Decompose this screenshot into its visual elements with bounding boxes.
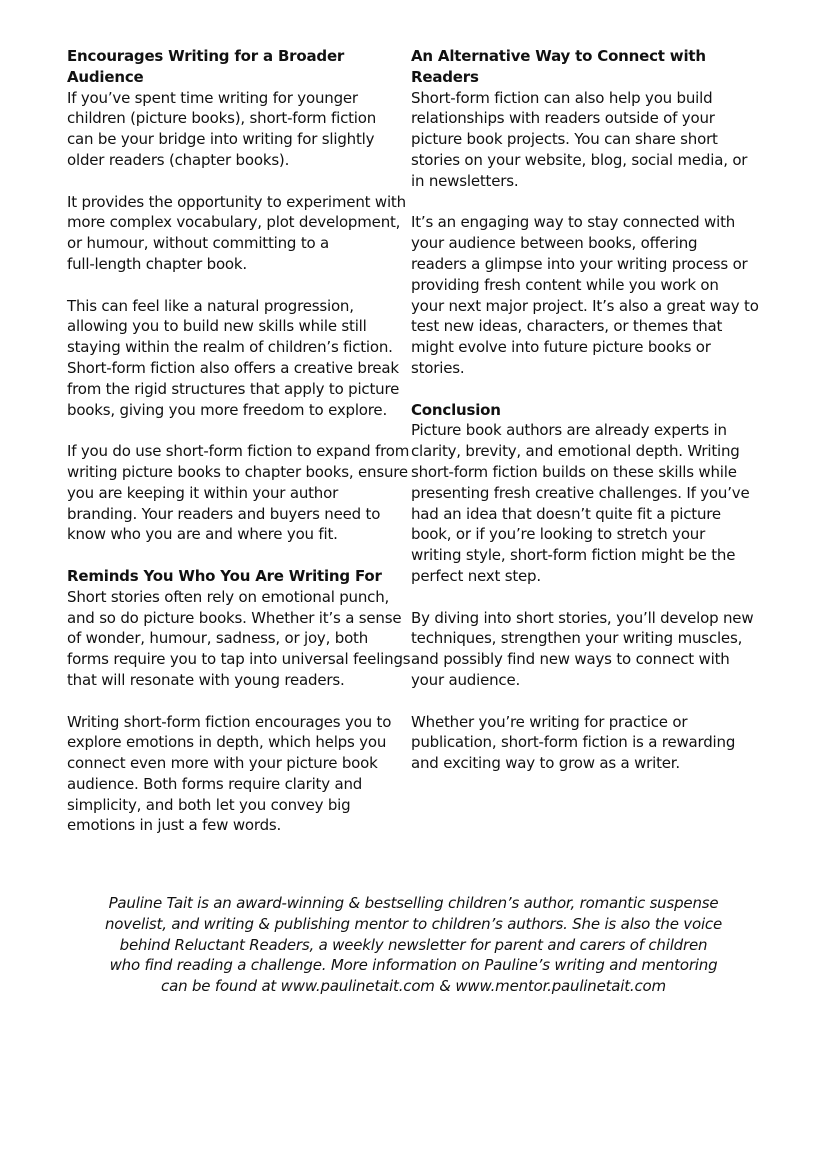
text-line: emotions in just a few words. xyxy=(67,816,282,835)
author-bio xyxy=(60,893,767,997)
text-line: Short-form fiction also offers a creative break xyxy=(67,358,399,377)
text-line: short-form fiction builds on these skills while xyxy=(411,462,737,481)
body-paragraph xyxy=(411,420,750,586)
bio-line: who find reading a challenge. More information on Pauline’s writing and mentoring xyxy=(109,956,718,975)
body-paragraph xyxy=(67,296,400,421)
text-line: book, or if you’re looking to stretch your xyxy=(411,525,706,544)
text-line: full-length chapter book. xyxy=(67,254,247,273)
body-paragraph xyxy=(67,587,411,691)
text-line: It’s an engaging way to stay connected with xyxy=(411,213,736,232)
section-heading: An Alternative Way to Connect with Readers xyxy=(411,47,706,86)
text-line: in newsletters. xyxy=(411,171,519,190)
text-line: your audience. xyxy=(411,670,521,689)
bio-line: novelist, and writing & publishing mentor to children’s authors. She is also the voice xyxy=(104,914,723,933)
bio-line: Pauline Tait is an award-winning & bestselling children’s author, romantic suspense xyxy=(108,894,719,912)
text-line: might evolve into future picture books or xyxy=(411,338,711,357)
text-line: Picture book authors are already experts in xyxy=(411,421,727,440)
text-line: explore emotions in depth, which helps you xyxy=(67,733,387,752)
text-line: clarity, brevity, and emotional depth. Writing xyxy=(411,442,740,461)
text-line: If you’ve spent time writing for younger xyxy=(67,88,358,107)
text-line: had an idea that doesn’t quite fit a picture xyxy=(411,504,721,523)
text-line: stories on your website, blog, social media, or xyxy=(411,150,748,169)
body-paragraph xyxy=(67,192,406,275)
section-heading: Conclusion xyxy=(411,400,501,419)
text-line: publication, short-form fiction is a rewarding xyxy=(411,733,736,752)
text-line: Short-form fiction can also help you build xyxy=(411,88,713,107)
text-line: test new ideas, characters, or themes that xyxy=(411,317,723,336)
text-line: By diving into short stories, you’ll develop new xyxy=(411,608,754,627)
text-line: older readers (chapter books). xyxy=(67,150,290,169)
text-line: writing picture books to chapter books, ensure xyxy=(67,462,408,481)
text-line: forms require you to tap into universal feelings xyxy=(67,650,411,669)
body-paragraph xyxy=(411,212,759,378)
body-paragraph xyxy=(67,88,397,171)
text-line: branding. Your readers and buyers need to xyxy=(67,504,381,523)
bio-line: can be found at www.paulinetait.com & www.mentor.paulinetait.com xyxy=(161,977,666,996)
text-line: providing fresh content while you work on xyxy=(411,275,719,294)
text-line: books, giving you more freedom to explore. xyxy=(67,400,388,419)
text-line: allowing you to build new skills while still xyxy=(67,317,367,336)
text-line: connect even more with your picture book xyxy=(67,754,378,773)
text-line: writing style, short-form fiction might be the xyxy=(411,546,736,565)
text-line: perfect next step. xyxy=(411,566,541,585)
text-line: children (picture books), short-form fiction xyxy=(67,109,377,128)
text-line: If you do use short-form fiction to expand from xyxy=(67,442,410,461)
text-line: Writing short-form fiction encourages you to xyxy=(67,712,392,731)
article-section-reminds-you-who-you-are-writing-for xyxy=(67,566,411,836)
text-line: know who you are and where you fit. xyxy=(67,525,338,544)
text-line: It provides the opportunity to experiment with xyxy=(67,192,406,211)
text-line: your audience between books, offering xyxy=(411,234,698,253)
section-heading: Encourages Writing for a Broader Audience xyxy=(67,47,345,86)
text-line: simplicity, and both let you convey big xyxy=(67,795,351,814)
article-section-encourages-writing-for-a-broader-audience xyxy=(67,46,410,545)
text-line: of wonder, humour, sadness, or joy, both xyxy=(67,629,369,648)
text-line: and possibly find new ways to connect with xyxy=(411,650,730,669)
bio-line: behind Reluctant Readers, a weekly newsletter for parent and carers of children xyxy=(119,935,708,954)
article-section-conclusion xyxy=(411,400,754,774)
text-line: This can feel like a natural progression, xyxy=(67,296,354,315)
text-line: can be your bridge into writing for slightly xyxy=(67,130,375,149)
text-line: and exciting way to grow as a writer. xyxy=(411,754,680,773)
text-line: or humour, without committing to a xyxy=(67,234,330,253)
body-paragraph xyxy=(67,712,397,837)
text-line: Whether you’re writing for practice or xyxy=(411,712,688,731)
text-line: readers a glimpse into your writing process or xyxy=(411,254,748,273)
body-paragraph xyxy=(411,88,748,192)
text-line: picture book projects. You can share short xyxy=(411,130,718,149)
text-line: presenting fresh creative challenges. If you’ve xyxy=(411,483,750,502)
text-line: more complex vocabulary, plot development, xyxy=(67,213,401,232)
body-paragraph xyxy=(411,608,754,691)
section-heading: Reminds You Who You Are Writing For xyxy=(67,566,382,585)
body-paragraph xyxy=(67,441,410,545)
text-line: Short stories often rely on emotional punch, xyxy=(67,587,390,606)
text-line: that will resonate with young readers. xyxy=(67,670,345,689)
article-section-an-alternative-way-to-connect-with-readers xyxy=(411,46,759,379)
text-line: you are keeping it within your author xyxy=(67,483,339,502)
text-line: stories. xyxy=(411,358,465,377)
right-column xyxy=(411,46,759,795)
text-line: and so do picture books. Whether it’s a sense xyxy=(67,608,402,627)
text-line: from the rigid structures that apply to picture xyxy=(67,379,400,398)
left-column xyxy=(67,46,411,857)
text-line: staying within the realm of children’s fiction. xyxy=(67,338,393,357)
text-line: audience. Both forms require clarity and xyxy=(67,774,363,793)
text-line: relationships with readers outside of your xyxy=(411,109,715,128)
body-paragraph xyxy=(411,712,741,774)
text-line: techniques, strengthen your writing muscles, xyxy=(411,629,743,648)
text-line: your next major project. It’s also a great way to xyxy=(411,296,759,315)
